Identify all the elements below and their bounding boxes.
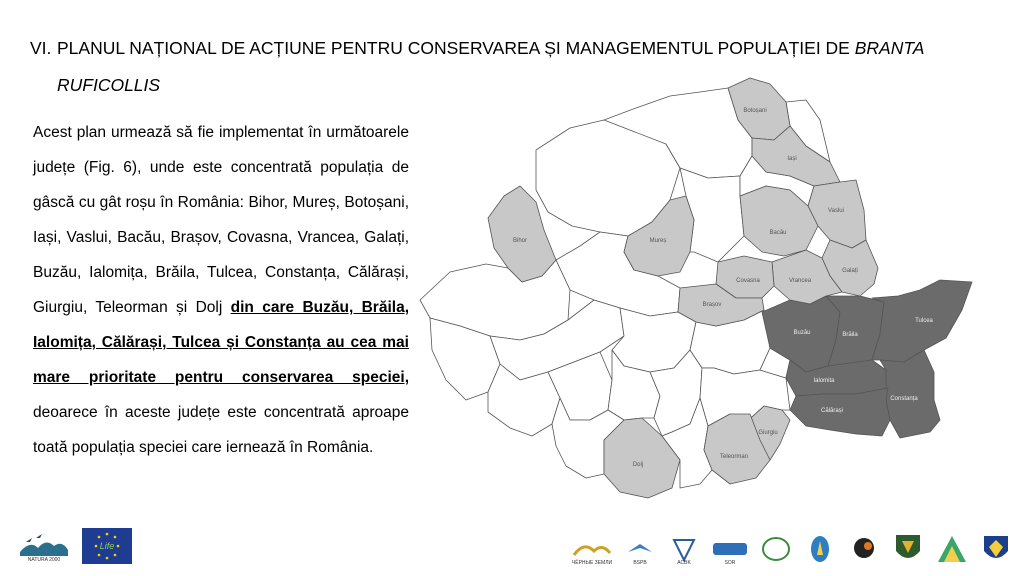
footer-logos-right (570, 532, 1014, 566)
svg-text:Life: Life (99, 541, 115, 551)
body-emphasis: din care Buzău, Brăila, Ialomița, Călărași, Tulcea și Constanța au cea mai mare prioritate pentru conservarea speciei, (33, 299, 409, 386)
county-constanta (880, 350, 940, 438)
romania-gov-logo (978, 532, 1014, 566)
partner-8-logo (890, 532, 926, 566)
county-label-teleorman: Teleorman (719, 454, 749, 460)
body-part-1: Acest plan urmează să fie implementat în următoarele județe (Fig. 6), unde este concentrată populația de gâscă cu gât roșu în România: Bihor, Mureș, Botoșani, Iași, Vaslui, Bacău, Brașov, Covasna, Vrancea, Galați, Buzău, Ialomița, Brăila, Tulcea, Constanța, Călărași, Giurgiu, Teleorman și Dolj (33, 124, 409, 316)
county-label-brasov: Brașov (702, 302, 722, 308)
romania-counties-map (418, 75, 978, 505)
county-label-galati: Galați (842, 268, 858, 274)
county-label-vaslui: Vaslui (828, 208, 844, 214)
bspb-logo: BSPB (622, 532, 658, 566)
county-vaslui (808, 180, 866, 248)
partner-9-logo (934, 532, 970, 566)
county-label-giurgiu: Giurgiu (758, 430, 778, 436)
natura-2000-logo: NATURA 2000 (18, 529, 70, 563)
title-line-1: PLANUL NAȚIONAL DE ACȚIUNE PENTRU CONSERVAREA ȘI MANAGEMENTUL POPULAȚIEI DE (57, 38, 850, 58)
county-label-covasna: Covasna (736, 278, 760, 284)
partner-6-logo (802, 532, 838, 566)
acbk-logo: ACBK (666, 532, 702, 566)
county-label-constanta: Constanța (890, 396, 918, 402)
county-label-bacau: Bacău (769, 230, 787, 236)
county-label-mures: Mureș (649, 238, 667, 244)
body-part-2: deoarece în aceste județe este concentrată aproape toată populația speciei care iernează în România. (33, 404, 409, 456)
county-label-vrancea: Vrancea (788, 278, 812, 284)
county-label-tulcea: Tulcea (915, 318, 933, 324)
eu-life-logo (82, 528, 132, 564)
partner-5-logo (758, 532, 794, 566)
county-label-bihor: Bihor (512, 238, 528, 244)
county-label-calarasi: Călărași (820, 408, 844, 414)
county-label-ialomita: Ialomita (813, 378, 835, 384)
body-paragraph (33, 115, 409, 465)
partner-7-logo (846, 532, 882, 566)
title-line-2: RUFICOLLIS (57, 75, 161, 95)
county-label-buzau: Buzău (793, 330, 811, 336)
chernye-zemli-logo: ЧЁРНЫЕ ЗЕМЛИ (570, 532, 614, 566)
county-label-botosani: Botoșani (743, 108, 767, 114)
county-label-braila: Brăila (842, 332, 858, 338)
county-label-iasi: Iași (787, 156, 797, 162)
title-italic-1: BRANTA (854, 38, 925, 58)
title-number: VI. (30, 38, 52, 58)
county-label-dolj: Dolj (632, 462, 644, 468)
sor-logo: SOR (710, 532, 750, 566)
footer-logos-left (18, 528, 132, 564)
